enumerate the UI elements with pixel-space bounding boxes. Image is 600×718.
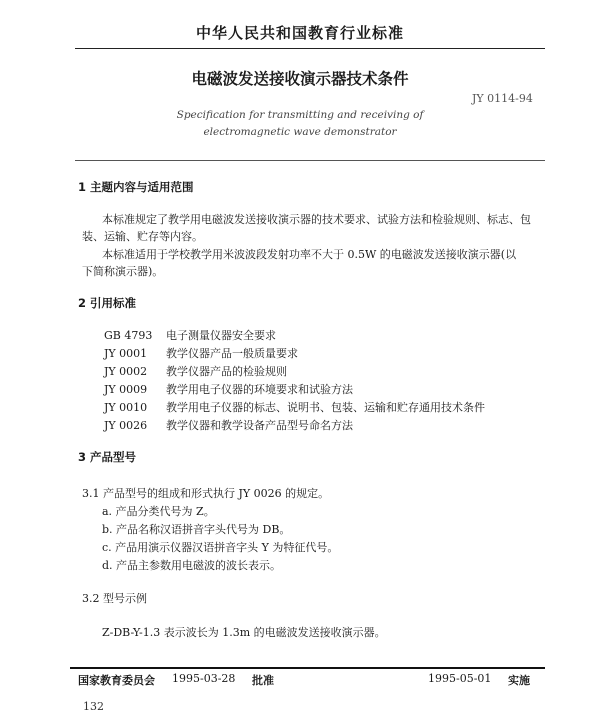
reference-title: 教学仪器产品的检验规则 <box>166 365 287 378</box>
reference-title: 电子测量仪器安全要求 <box>166 329 276 342</box>
header-divider <box>75 48 545 49</box>
reference-title: 教学仪器产品一般质量要求 <box>166 347 298 360</box>
title-divider <box>75 160 545 161</box>
reference-code: JY 0010 <box>104 401 148 414</box>
reference-code: GB 4793 <box>104 329 153 342</box>
issuing-authority: 国家教育委员会 <box>78 674 155 687</box>
reference-title: 教学仪器和教学设备产品型号命名方法 <box>166 419 353 432</box>
reference-title: 教学用电子仪器的环境要求和试验方法 <box>166 383 353 396</box>
reference-item <box>104 345 298 361</box>
list-item: b. 产品名称汉语拼音字头代号为 DB。 <box>102 523 291 536</box>
list-item: c. 产品用演示仪器汉语拼音字头 Y 为特征代号。 <box>102 541 339 554</box>
reference-item <box>104 327 276 343</box>
section-1-paragraph-1-line-1: 本标准规定了教学用电磁波发送接收演示器的技术要求、试验方法和检验规则、标志、包 <box>102 213 531 226</box>
standard-category-title: 中华人民共和国教育行业标准 <box>195 24 404 42</box>
section-2-heading: 2 引用标准 <box>78 296 137 310</box>
reference-code: JY 0001 <box>104 347 148 360</box>
section-1-paragraph-2-line-1: 本标准适用于学校教学用米波波段发射功率不大于 0.5W 的电磁波发送接收演示器(以 <box>102 248 517 261</box>
effective-date: 1995-05-01 <box>428 672 492 685</box>
reference-item <box>104 363 287 379</box>
document-title: 电磁波发送接收演示器技术条件 <box>191 70 409 88</box>
reference-title: 教学用电子仪器的标志、说明书、包装、运输和贮存通用技术条件 <box>166 401 485 414</box>
effective-label: 实施 <box>508 674 530 687</box>
reference-code: JY 0009 <box>104 383 148 396</box>
reference-item <box>104 381 353 397</box>
model-example: Z-DB-Y-1.3 表示波长为 1.3m 的电磁波发送接收演示器。 <box>102 626 386 639</box>
standard-code: JY 0114-94 <box>472 92 533 105</box>
footer-divider <box>70 667 545 669</box>
reference-code: JY 0002 <box>104 365 148 378</box>
reference-item <box>104 399 485 415</box>
section-1-paragraph-2-line-2: 下简称演示器)。 <box>82 265 164 278</box>
clause-3-1: 3.1 产品型号的组成和形式执行 JY 0026 的规定。 <box>82 487 330 500</box>
list-item: d. 产品主参数用电磁波的波长表示。 <box>102 559 282 572</box>
english-title-line-1: Specification for transmitting and receiving of <box>176 109 424 121</box>
english-title-line-2: electromagnetic wave demonstrator <box>203 126 397 138</box>
section-3-heading: 3 产品型号 <box>78 450 137 464</box>
clause-3-2-heading: 3.2 型号示例 <box>82 592 147 605</box>
section-1-paragraph-1-line-2: 装、运输、贮存等内容。 <box>82 230 203 243</box>
page-number: 132 <box>83 700 104 713</box>
reference-item <box>104 417 353 433</box>
approval-date: 1995-03-28 <box>172 672 236 685</box>
list-item: a. 产品分类代号为 Z。 <box>102 505 215 518</box>
reference-code: JY 0026 <box>104 419 148 432</box>
approval-label: 批准 <box>252 674 274 687</box>
section-1-heading: 1 主题内容与适用范围 <box>78 180 194 194</box>
